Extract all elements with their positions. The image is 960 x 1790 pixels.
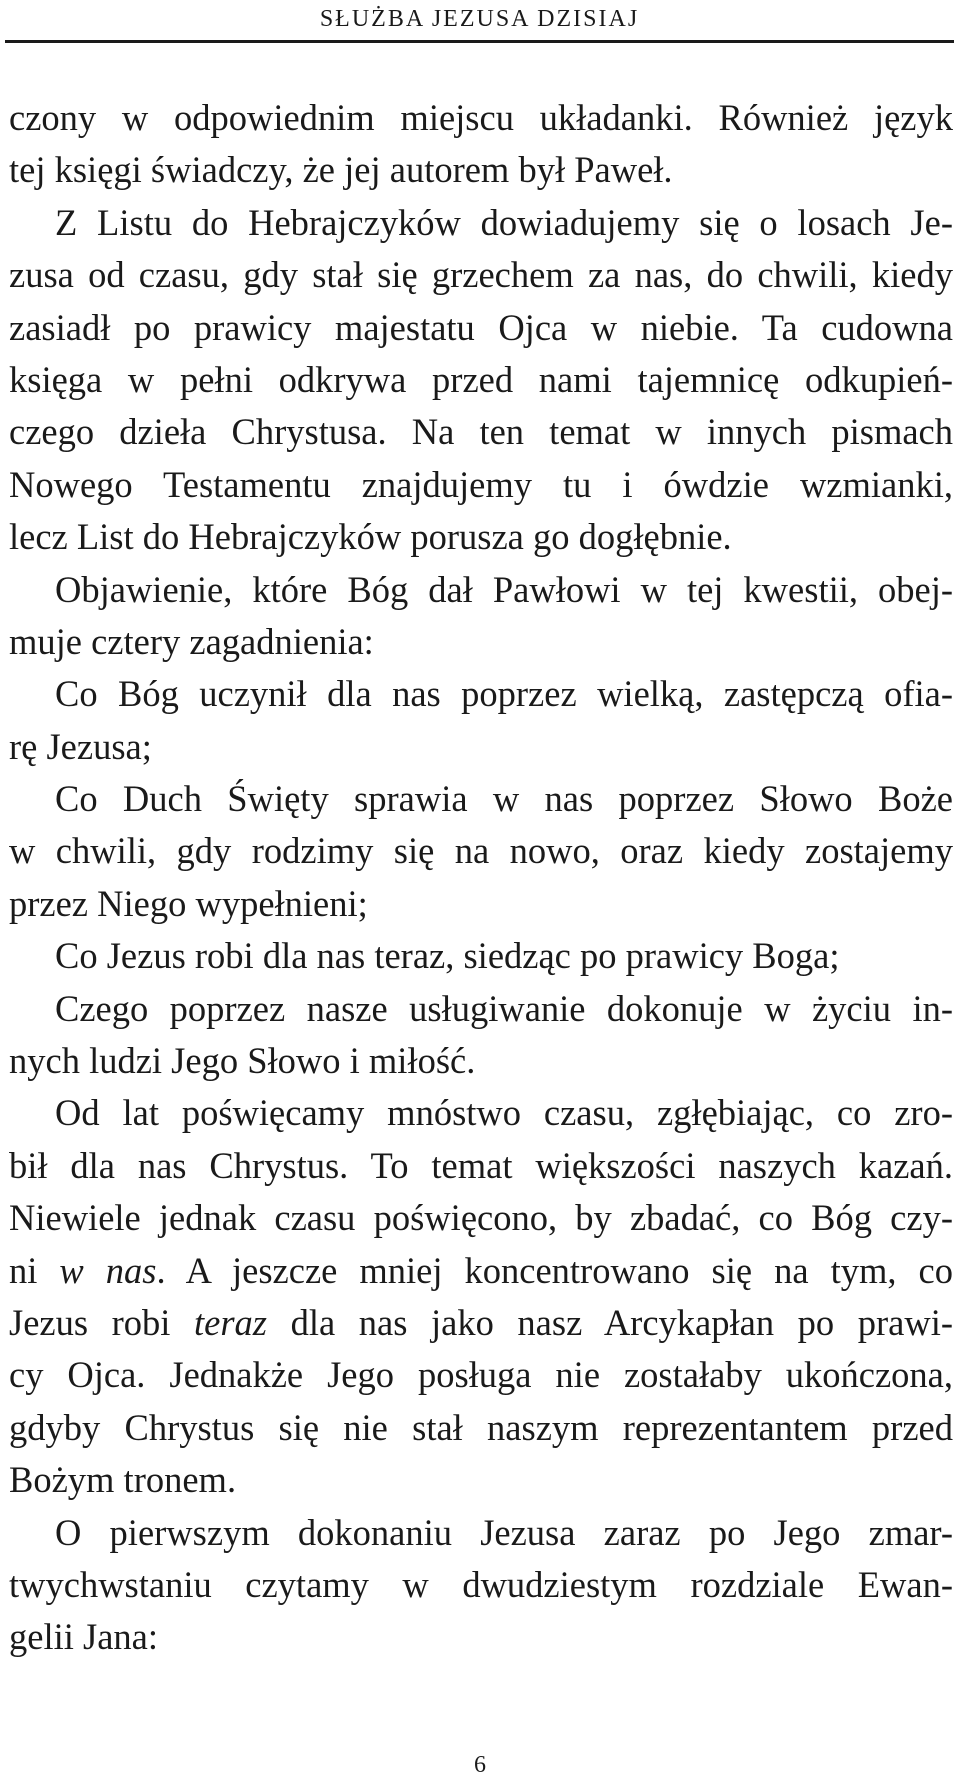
text-run: gelii Jana: xyxy=(9,1616,158,1658)
text-run: Jezus robi xyxy=(9,1301,195,1343)
text-line xyxy=(9,92,953,144)
text-line xyxy=(9,1559,953,1611)
text-line xyxy=(9,825,953,877)
running-header-title: SŁUŻBA JEZUSA DZISIAJ xyxy=(319,6,640,32)
text-run: księga w pełni odkrywa przed nami tajemnicę odkupień- xyxy=(9,358,953,400)
text-run: Niewiele jednak czasu poświęcono, by zbadać, co Bóg czy- xyxy=(9,1197,953,1239)
text-line xyxy=(9,1611,953,1663)
text-line xyxy=(9,354,953,406)
text-run: O pierwszym dokonaniu Jezusa zaraz po Jego zmar- xyxy=(55,1511,953,1553)
text-line xyxy=(9,406,953,458)
text-run: Objawienie, które Bóg dał Pawłowi w tej kwestii, obej- xyxy=(55,568,953,610)
body-text xyxy=(9,92,953,1664)
text-line xyxy=(9,1402,953,1454)
text-run: bił dla nas Chrystus. To temat większości naszych kazań. xyxy=(9,1144,953,1186)
text-line xyxy=(9,1507,953,1559)
emphasis-text: w nas xyxy=(59,1249,157,1291)
page-number: 6 xyxy=(474,1752,486,1778)
text-run: tej księgi świadczy, że jej autorem był Paweł. xyxy=(9,149,673,191)
text-line xyxy=(9,930,953,982)
text-line xyxy=(9,1245,953,1297)
text-line xyxy=(9,1192,953,1244)
text-line xyxy=(9,1087,953,1139)
text-run: Od lat poświęcamy mnóstwo czasu, zgłębiając, co zro- xyxy=(55,1092,953,1134)
text-run: zasiadł po prawicy majestatu Ojca w niebie. Ta cudowna xyxy=(9,306,953,348)
text-run: w chwili, gdy rodzimy się na nowo, oraz kiedy zostajemy xyxy=(9,830,953,872)
text-line xyxy=(9,773,953,825)
text-line xyxy=(9,144,953,196)
text-line xyxy=(9,511,953,563)
text-line xyxy=(9,983,953,1035)
text-run: . A jeszcze mniej koncentrowano się na tym, co xyxy=(156,1249,953,1291)
text-line xyxy=(9,1035,953,1087)
text-line xyxy=(9,1349,953,1401)
text-line xyxy=(9,1140,953,1192)
text-line xyxy=(9,302,953,354)
text-line xyxy=(9,878,953,930)
text-run: Co Bóg uczynił dla nas poprzez wielką, zastępczą ofia- xyxy=(55,673,953,715)
text-run: ni xyxy=(9,1249,60,1291)
text-run: zusa od czasu, gdy stał się grzechem za nas, do chwili, kiedy xyxy=(9,254,953,296)
text-line xyxy=(9,197,953,249)
text-line xyxy=(9,1297,953,1349)
text-run: Co Duch Święty sprawia w nas poprzez Słowo Boże xyxy=(55,778,953,820)
text-run: twychwstaniu czytamy w dwudziestym rozdziale Ewan- xyxy=(9,1563,953,1605)
text-run: przez Niego wypełnieni; xyxy=(9,882,368,924)
text-line xyxy=(9,249,953,301)
text-run: Bożym tronem. xyxy=(9,1459,237,1501)
text-run: cy Ojca. Jednakże Jego posługa nie zostałaby ukończona, xyxy=(9,1354,953,1396)
text-run: lecz List do Hebrajczyków porusza go dogłębnie. xyxy=(9,516,732,558)
text-line xyxy=(9,616,953,668)
text-line xyxy=(9,564,953,616)
text-run: Z Listu do Hebrajczyków dowiadujemy się o losach Je- xyxy=(55,201,953,243)
text-line xyxy=(9,459,953,511)
text-run: Czego poprzez nasze usługiwanie dokonuje w życiu in- xyxy=(55,987,953,1029)
text-run: nych ludzi Jego Słowo i miłość. xyxy=(9,1040,476,1082)
text-run: muje cztery zagadnienia: xyxy=(9,620,374,662)
text-run: czony w odpowiednim miejscu układanki. Również język xyxy=(9,97,953,138)
text-line xyxy=(9,721,953,773)
text-run: dla nas jako nasz Arcykapłan po prawi- xyxy=(267,1301,953,1343)
text-line xyxy=(9,668,953,720)
text-run: Co Jezus robi dla nas teraz, siedząc po prawicy Boga; xyxy=(55,935,840,977)
text-line xyxy=(9,1454,953,1506)
emphasis-text: teraz xyxy=(194,1301,268,1343)
running-header xyxy=(5,0,954,43)
text-run: Nowego Testamentu znajdujemy tu i ówdzie wzmianki, xyxy=(9,463,953,505)
text-run: gdyby Chrystus się nie stał naszym reprezentantem przed xyxy=(9,1406,953,1448)
text-run: czego dzieła Chrystusa. Na ten temat w innych pismach xyxy=(9,411,953,453)
text-run: rę Jezusa; xyxy=(9,725,152,767)
